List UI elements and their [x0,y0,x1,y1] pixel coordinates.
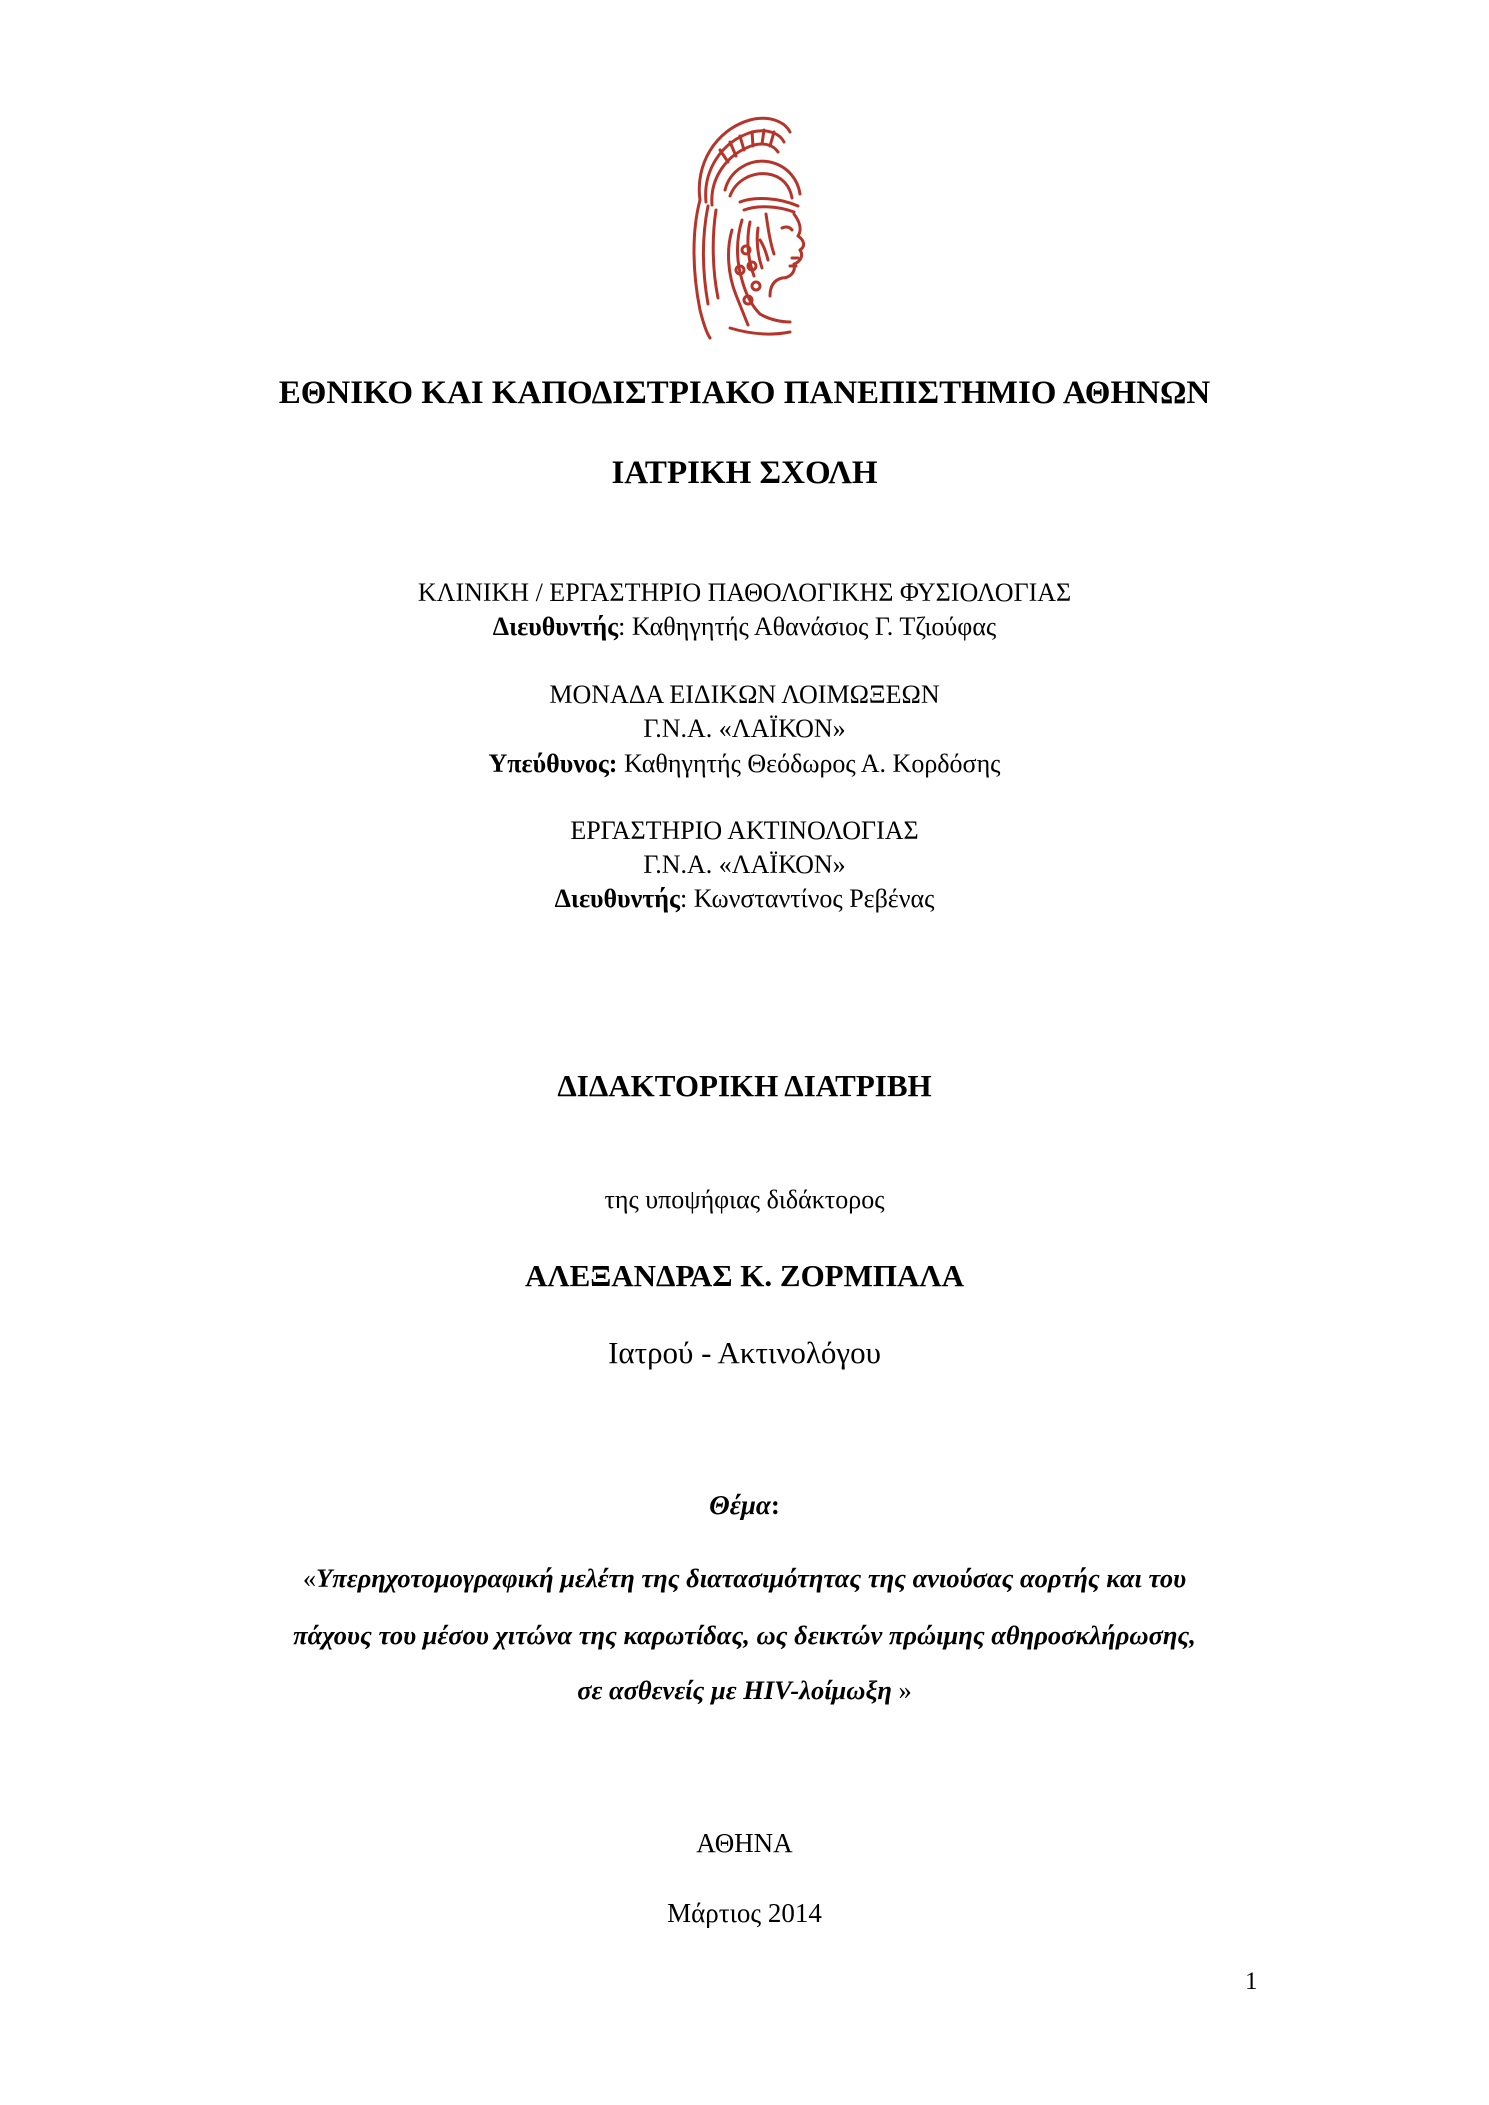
role-label: Διευθυντής [554,884,680,913]
subject-colon: : [770,1490,780,1520]
subject-line-3 [0,1675,1489,1706]
role-colon: : [618,612,626,641]
thesis-type: ΔΙΔΑΚΤΟΡΙΚΗ ΔΙΑΤΡΙΒΗ [557,1068,932,1103]
department-director [0,612,1489,642]
head-name: Καθηγητής Θεόδωρος Α. Κορδόσης [617,749,1001,778]
director-name: Κωνσταντίνος Ρεβένας [687,884,935,913]
unit-head [0,749,1489,779]
close-quote: » [891,1675,912,1705]
subject-line-1 [0,1563,1489,1594]
hospital-name: Γ.Ν.Α. «ΛΑΪΚΟΝ» [643,850,846,879]
lab-director [0,884,1489,914]
hospital-name: Γ.Ν.Α. «ΛΑΪΚΟΝ» [643,714,846,743]
department-name: ΚΛΙΝΙΚΗ / ΕΡΓΑΣΤΗΡΙΟ ΠΑΘΟΛΟΓΙΚΗΣ ΦΥΣΙΟΛΟΓΙΑΣ [417,578,1072,607]
university-name: ΕΘΝΙΚΟ ΚΑΙ ΚΑΠΟΔΙΣΤΡΙΑΚΟ ΠΑΝΕΠΙΣΤΗΜΙΟ ΑΘΗΝΩΝ [278,375,1211,411]
athena-helmet-emblem-icon [670,110,820,340]
role-label: Υπεύθυνος: [488,749,618,778]
subject-text-1: Υπερηχοτομογραφική μελέτη της διατασιμότητας της ανιούσας αορτής και του [316,1563,1187,1593]
subject-text-3: σε ασθενείς με HIV-λοίμωξη [577,1675,892,1705]
unit-name: ΜΟΝΑΔΑ ΕΙΔΙΚΩΝ ΛΟΙΜΩΞΕΩΝ [549,680,940,709]
candidate-name: ΑΛΕΞΑΝΔΡΑΣ Κ. ΖΟΡΜΠΑΛΑ [525,1258,964,1293]
subject-heading [0,1490,1489,1521]
city: ΑΘΗΝΑ [696,1828,793,1858]
school-name: ΙΑΤΡΙΚΗ ΣΧΟΛΗ [611,455,878,491]
director-name: Καθηγητής Αθανάσιος Γ. Τζιούφας [625,612,997,641]
role-label: Διευθυντής [492,612,619,641]
role-colon: : [679,884,688,913]
subject-label: Θέμα [709,1490,771,1520]
lab-name: ΕΡΓΑΣΤΗΡΙΟ ΑΚΤΙΝΟΛΟΓΙΑΣ [570,816,919,845]
page-number: 1 [1245,1968,1258,1995]
date: Μάρτιος 2014 [667,1898,822,1928]
candidate-title: Ιατρού - Ακτινολόγου [608,1335,881,1370]
candidate-intro: της υποψήφιας διδάκτορος [604,1185,885,1214]
open-quote: « [302,1563,317,1593]
subject-line-2: πάχους του μέσου χιτώνα της καρωτίδας, ως δεικτών πρώιμης αθηροσκλήρωσης, [293,1620,1196,1650]
